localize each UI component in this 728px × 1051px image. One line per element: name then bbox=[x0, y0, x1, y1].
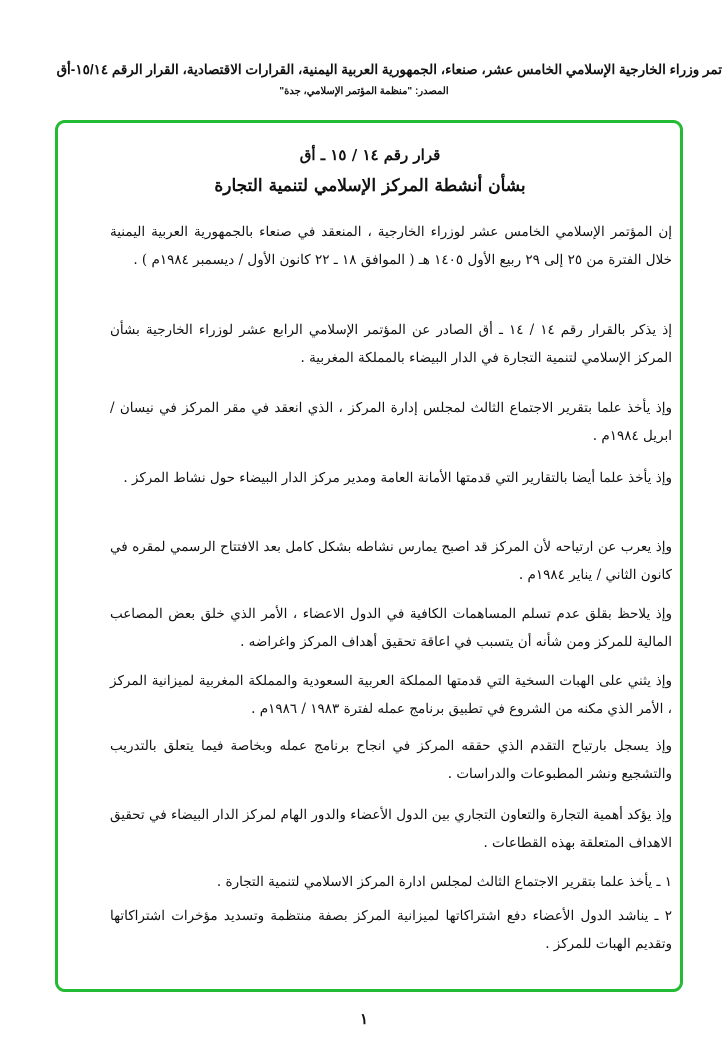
resolution-subject: بشأن أنشطة المركز الإسلامي لتنمية التجارة bbox=[214, 176, 526, 196]
page-number: ١ bbox=[359, 1010, 369, 1028]
operative-clause: ١ ـ يأخذ علما بتقرير الاجتماع الثالث لمجلس ادارة المركز الاسلامي لتنمية التجارة . bbox=[216, 874, 672, 890]
document-source: المصدر: "منظمة المؤتمر الإسلامي، جدة" bbox=[279, 86, 449, 97]
operative-clause: ٢ ـ يناشد الدول الأعضاء دفع اشتراكاتها لميزانية المركز بصفة منتظمة وتسديد مؤخرات اشتراكاتها وتقديم الهبات للمركز . bbox=[110, 908, 672, 952]
paragraph: وإذ يأخذ علما أيضا بالتقارير التي قدمتها الأمانة العامة ومدير مركز الدار البيضاء حول نشاط المركز . bbox=[123, 470, 672, 486]
paragraph: وإذ يعرب عن ارتياحه لأن المركز قد اصبح يمارس نشاطه بشكل كامل بعد الافتتاح الرسمي لمقره في كانون الثاني / يناير ١٩٨٤م . bbox=[110, 539, 672, 583]
paragraph: وإذ يأخذ علما بتقرير الاجتماع الثالث لمجلس إدارة المركز ، الذي انعقد في مقر المركز في نيسان / ابريل ١٩٨٤م . bbox=[110, 400, 672, 444]
paragraph: وإذ يلاحظ بقلق عدم تسلم المساهمات الكافية في الدول الاعضاء ، الأمر الذي خلق بعض المصاعب المالية للمركز ومن شأنه أن يتسبب في اعاقة تحقيق أهداف المركز واغراضه . bbox=[110, 606, 672, 650]
paragraph: إن المؤتمر الإسلامي الخامس عشر لوزراء الخارجية ، المنعقد في صنعاء بالجمهورية العربية اليمنية خلال الفترة من ٢٥ إلى ٢٩ ربيع الأول ١٤٠٥ هـ ( الموافق ١٨ ـ ٢٢ كانون الأول / ديسمبر ١٩٨٤م ) . bbox=[110, 224, 672, 268]
document-header-title: تمر وزراء الخارجية الإسلامي الخامس عشر، صنعاء، الجمهورية العربية اليمنية، القرارات الاقتصادية، القرار الرقم ١٥/١٤-أق bbox=[56, 62, 722, 77]
paragraph: وإذ يؤكد أهمية التجارة والتعاون التجاري بين الدول الأعضاء والدور الهام لمركز الدار البيضاء في تحقيق الاهداف المتعلقة بهذه القطاعات . bbox=[110, 807, 672, 851]
resolution-number: قرار رقم ١٤ / ١٥ ـ أق bbox=[299, 146, 441, 164]
paragraph: وإذ يثني على الهبات السخية التي قدمتها المملكة العربية السعودية والمملكة المغربية لميزانية المركز ، الأمر الذي مكنه من الشروع في تطبيق برنامج عمله لفترة ١٩٨٣ / ١٩٨٦م . bbox=[110, 673, 672, 717]
paragraph: وإذ يسجل بارتياح التقدم الذي حققه المركز في انجاح برنامج عمله وبخاصة فيما يتعلق بالتدريب والتشجيع ونشر المطبوعات والدراسات . bbox=[110, 738, 672, 782]
paragraph: إذ يذكر بالقرار رقم ١٤ / ١٤ ـ أق الصادر عن المؤتمر الإسلامي الرابع عشر لوزراء الخارجية بشأن المركز الإسلامي لتنمية التجارة في الدار البيضاء بالمملكة المغربية . bbox=[110, 322, 672, 366]
